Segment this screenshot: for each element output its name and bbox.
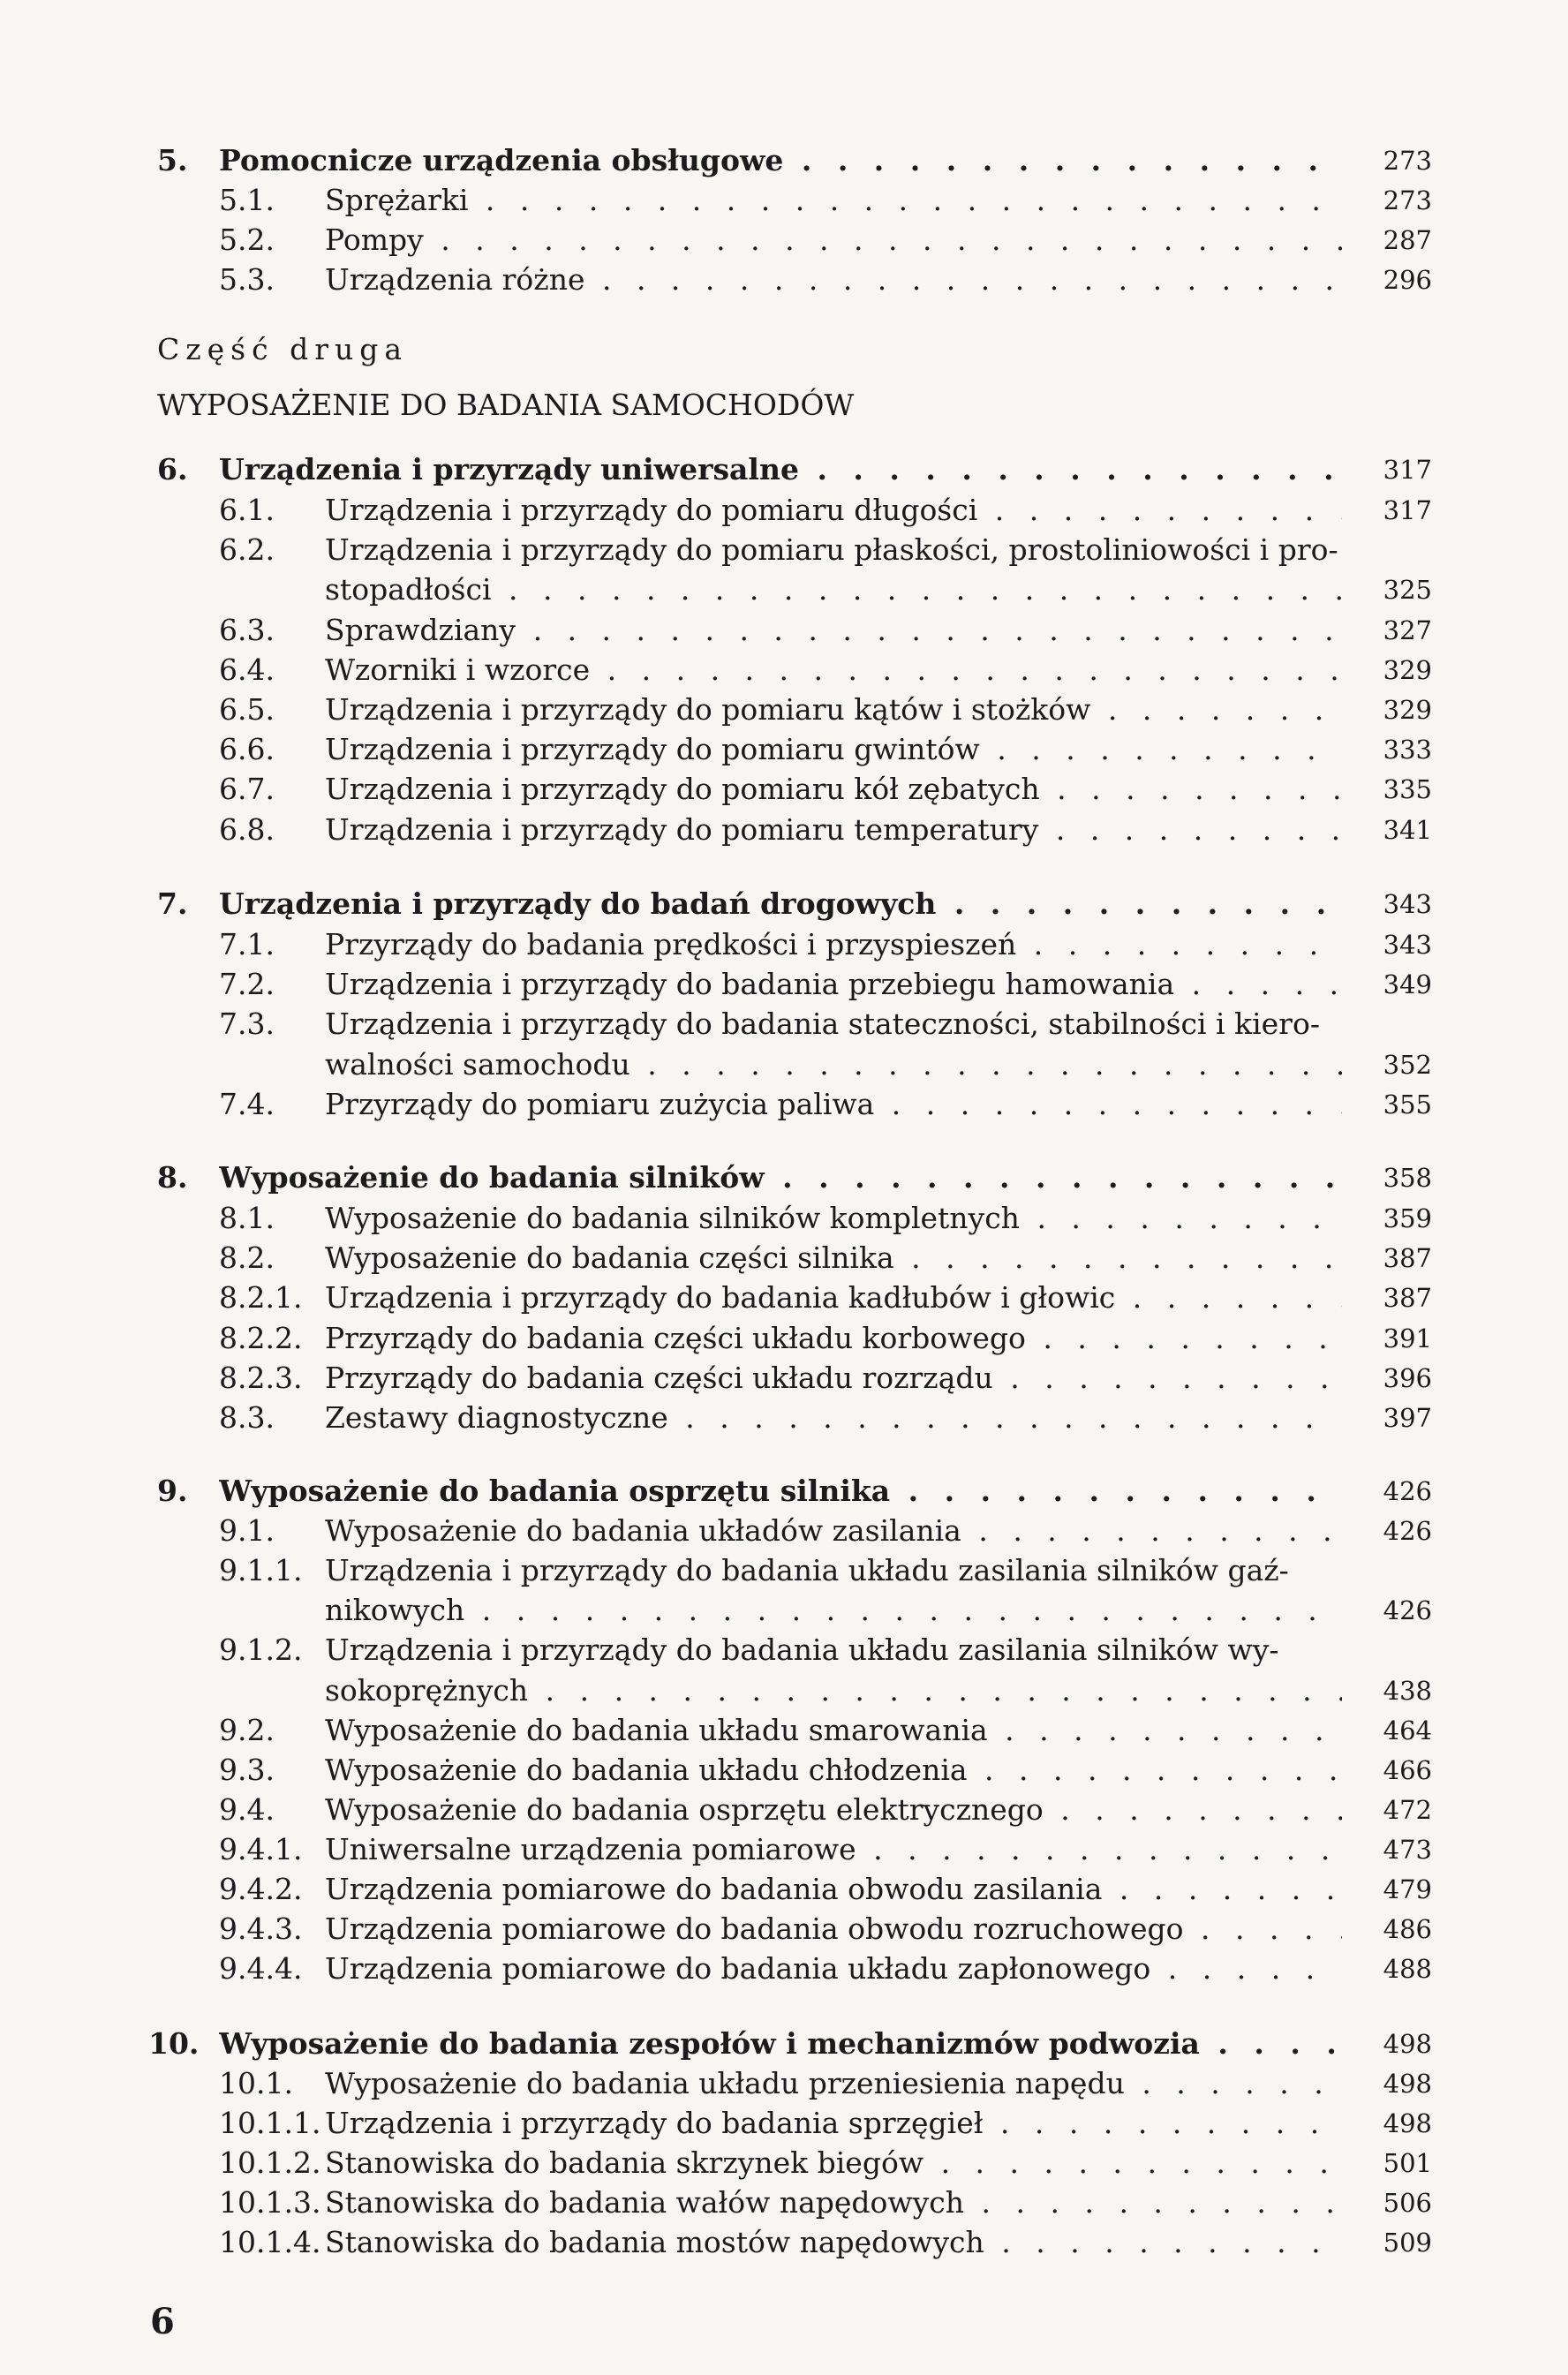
toc-entry-number: 6.4. xyxy=(219,652,275,687)
toc-entry xyxy=(157,1631,1439,1670)
toc-entry-page: 341 xyxy=(1383,815,1432,845)
toc-entry-title: Urządzenia i przyrządy do badania kadłubów i głowic . . . xyxy=(325,1278,1342,1317)
toc-entry-page: 426 xyxy=(1383,1595,1432,1625)
toc-entry-number: 7.4. xyxy=(219,1087,275,1121)
toc-entry-title: Urządzenia pomiarowe do badania układu zapłonowego . . . xyxy=(325,1949,1342,1988)
toc-entry-title: Stanowiska do badania skrzynek biegów . . . xyxy=(325,2144,1342,2183)
toc-entry xyxy=(157,811,1439,849)
toc-entry-number: 7. xyxy=(157,886,188,921)
toc-entry-number: 10.1.2. xyxy=(219,2145,321,2180)
toc-entry-page: 327 xyxy=(1383,615,1432,645)
toc-entry xyxy=(157,1711,1439,1750)
toc-entry xyxy=(157,1751,1439,1790)
toc-entry-number: 9.1.2. xyxy=(219,1632,303,1667)
toc-entry-title: Urządzenia i przyrządy do pomiaru płaskości, prostoliniowości i pro- xyxy=(325,532,1338,567)
toc-entry-title: sokoprężnych . . . xyxy=(325,1671,1342,1710)
toc-entry-title: Pomocnicze urządzenia obsługowe . . . xyxy=(219,141,1342,180)
part-title: WYPOSAŻENIE DO BADANIA SAMOCHODÓW xyxy=(157,388,855,422)
toc-entry-number: 6.3. xyxy=(219,613,275,647)
toc-entry-number: 9.2. xyxy=(219,1713,275,1747)
toc-entry-number: 8.2.3. xyxy=(219,1361,303,1395)
toc-entry-title: Wyposażenie do badania układu smarowania . . . xyxy=(325,1711,1342,1750)
toc-entry-number: 10.1. xyxy=(219,2066,293,2100)
toc-entry-title: Wyposażenie do badania części silnika . . . xyxy=(325,1239,1342,1278)
toc-entry xyxy=(157,531,1439,569)
toc-entry-title: Przyrządy do badania części układu rozrządu . . . xyxy=(325,1359,1342,1398)
toc-entry-page: 359 xyxy=(1383,1203,1432,1233)
toc-entry xyxy=(157,1239,1439,1278)
toc-entry-number: 7.1. xyxy=(219,927,275,961)
toc-entry-page: 349 xyxy=(1383,969,1432,999)
toc-entry-page: 501 xyxy=(1383,2148,1432,2178)
toc-entry-number: 9.4. xyxy=(219,1792,275,1827)
toc-entry-number: 6.6. xyxy=(219,732,275,766)
toc-entry-title: Urządzenia i przyrządy do badania układu zasilania silników gaź- xyxy=(325,1553,1289,1587)
toc-entry-title: Urządzenia i przyrządy do badań drogowych . . . xyxy=(219,885,1342,924)
toc-entry-title: Przyrządy do pomiaru zużycia paliwa . . . xyxy=(325,1085,1342,1124)
toc-entry xyxy=(157,1830,1439,1869)
toc-entry-number: 5.1. xyxy=(219,183,275,217)
page-number: 6 xyxy=(150,2301,175,2342)
toc-entry-title: Urządzenia różne . . . xyxy=(325,260,1342,299)
toc-entry xyxy=(157,1005,1439,1044)
toc-entry-number: 8.1. xyxy=(219,1201,275,1235)
toc-entry xyxy=(157,611,1439,650)
toc-entry xyxy=(157,1910,1439,1949)
toc-entry-number: 8. xyxy=(157,1160,188,1195)
toc-entry-number: 7.2. xyxy=(219,967,275,1001)
toc-entry-page: 391 xyxy=(1383,1323,1432,1353)
part-label: Część druga xyxy=(157,332,409,366)
toc-entry-number: 6.2. xyxy=(219,532,275,567)
toc-entry-page: 396 xyxy=(1383,1363,1432,1393)
toc-entry-page: 498 xyxy=(1383,2108,1432,2138)
toc-entry-title: Urządzenia pomiarowe do badania obwodu zasilania . . . xyxy=(325,1870,1342,1909)
toc-entry-number: 9.1. xyxy=(219,1513,275,1548)
toc-entry-number: 6. xyxy=(157,452,188,486)
toc-entry-title: Urządzenia i przyrządy do pomiaru temperatury . . . xyxy=(325,811,1342,849)
toc-entry xyxy=(157,1319,1439,1358)
toc-entry-page: 438 xyxy=(1383,1676,1432,1706)
toc-entry-title: Urządzenia i przyrządy do pomiaru długości . . . xyxy=(325,491,1342,530)
toc-entry-title: Wyposażenie do badania układu chłodzenia . . . xyxy=(325,1751,1342,1790)
toc-entry-page: 498 xyxy=(1383,2029,1432,2059)
toc-entry-title: Wyposażenie do badania silników . . . xyxy=(219,1158,1342,1197)
toc-entry-title: Wyposażenie do badania układu przeniesienia napędu . . . xyxy=(325,2064,1342,2103)
toc-entry xyxy=(157,885,1439,924)
toc-entry-number: 8.3. xyxy=(219,1400,275,1435)
toc-entry-title: Urządzenia i przyrządy do badania przebiegu hamowania . . . xyxy=(325,965,1342,1004)
toc-entry xyxy=(157,2064,1439,2103)
toc-entry xyxy=(157,141,1439,180)
toc-entry-page: 488 xyxy=(1383,1954,1432,1984)
toc-entry-title: Urządzenia i przyrządy do pomiaru gwintów . . . xyxy=(325,730,1342,769)
toc-entry-page: 352 xyxy=(1383,1050,1432,1080)
toc-entry-title: Stanowiska do badania wałów napędowych . . . xyxy=(325,2183,1342,2222)
toc-entry-number: 6.1. xyxy=(219,493,275,527)
toc-entry xyxy=(157,1551,1439,1590)
toc-entry-title: Wyposażenie do badania zespołów i mechanizmów podwozia . . . xyxy=(219,2024,1342,2063)
toc-entry-title: nikowych . . . xyxy=(325,1591,1342,1630)
toc-entry xyxy=(157,450,1439,489)
toc-entry-title: Urządzenia i przyrządy do badania sprzęgieł . . . xyxy=(325,2104,1342,2143)
toc-entry xyxy=(157,570,1439,609)
toc-entry xyxy=(157,1278,1439,1317)
toc-entry xyxy=(157,1870,1439,1909)
toc-entry-page: 498 xyxy=(1383,2069,1432,2099)
toc-entry-number: 9.1.1. xyxy=(219,1553,303,1587)
toc-entry-page: 479 xyxy=(1383,1874,1432,1904)
toc-entry-title: Sprawdziany . . . xyxy=(325,611,1342,650)
toc-entry xyxy=(157,965,1439,1004)
toc-entry-number: 9.4.3. xyxy=(219,1911,303,1946)
toc-entry xyxy=(157,2223,1439,2262)
toc-entry-title: Wyposażenie do badania osprzętu elektrycznego . . . xyxy=(325,1791,1342,1829)
toc-entry-number: 5.2. xyxy=(219,222,275,257)
toc-entry-title: Stanowiska do badania mostów napędowych . . . xyxy=(325,2223,1342,2262)
toc-entry-title: Sprężarki . . . xyxy=(325,181,1342,220)
toc-entry-page: 472 xyxy=(1383,1795,1432,1825)
toc-entry-title: Urządzenia i przyrządy do badania układu zasilania silników wy- xyxy=(325,1632,1279,1667)
toc-entry-page: 335 xyxy=(1383,774,1432,804)
toc-entry-page: 426 xyxy=(1383,1516,1432,1546)
toc-entry-number: 8.2.1. xyxy=(219,1280,303,1315)
toc-entry-page: 273 xyxy=(1383,146,1432,176)
toc-entry-number: 6.7. xyxy=(219,772,275,806)
toc-entry-title: Urządzenia i przyrządy do pomiaru kół zębatych . . . xyxy=(325,770,1342,809)
toc-entry-page: 273 xyxy=(1383,185,1432,215)
toc-entry-page: 464 xyxy=(1383,1715,1432,1745)
toc-entry xyxy=(157,1158,1439,1197)
toc-entry-number: 10.1.3. xyxy=(219,2185,321,2220)
toc-entry-page: 486 xyxy=(1383,1914,1432,1944)
toc-entry xyxy=(157,770,1439,809)
toc-entry-number: 9.4.1. xyxy=(219,1832,303,1866)
toc-entry-page: 329 xyxy=(1383,655,1432,685)
toc-entry xyxy=(157,260,1439,299)
toc-entry-page: 343 xyxy=(1383,889,1432,919)
toc-entry xyxy=(157,1791,1439,1829)
toc-entry-title: Przyrządy do badania części układu korbowego . . . xyxy=(325,1319,1342,1358)
toc-entry-number: 10. xyxy=(148,2026,200,2061)
toc-entry-number: 9.3. xyxy=(219,1753,275,1787)
toc-entry xyxy=(157,1045,1439,1084)
toc-entry-number: 5. xyxy=(157,143,188,177)
toc-entry xyxy=(157,2183,1439,2222)
toc-entry-title: Uniwersalne urządzenia pomiarowe . . . xyxy=(325,1830,1342,1869)
toc-entry-page: 317 xyxy=(1383,455,1432,485)
toc-entry xyxy=(157,1949,1439,1988)
toc-entry-title: Wyposażenie do badania osprzętu silnika . . . xyxy=(219,1472,1342,1511)
toc-entry-title: Urządzenia i przyrządy do badania stateczności, stabilności i kiero- xyxy=(325,1007,1320,1041)
toc-entry-number: 6.5. xyxy=(219,692,275,727)
toc-entry-title: Pompy . . . xyxy=(325,221,1342,260)
toc-entry xyxy=(157,2104,1439,2143)
toc-entry xyxy=(157,1085,1439,1124)
toc-entry-page: 333 xyxy=(1383,735,1432,765)
toc-entry-page: 343 xyxy=(1383,930,1432,960)
toc-entry xyxy=(157,925,1439,964)
toc-entry-title: Wyposażenie do badania silników kompletnych . . . xyxy=(325,1199,1342,1238)
toc-entry-number: 9. xyxy=(157,1474,188,1508)
toc-entry-page: 509 xyxy=(1383,2228,1432,2258)
toc-entry-page: 387 xyxy=(1383,1243,1432,1273)
toc-entry-page: 355 xyxy=(1383,1089,1432,1120)
toc-entry-page: 296 xyxy=(1383,265,1432,295)
toc-entry xyxy=(157,1671,1439,1710)
toc-entry-title: stopadłości . . . xyxy=(325,570,1342,609)
toc-entry xyxy=(157,1512,1439,1550)
toc-entry-number: 7.3. xyxy=(219,1007,275,1041)
toc-entry xyxy=(157,2144,1439,2183)
toc-entry xyxy=(157,1199,1439,1238)
toc-entry-page: 329 xyxy=(1383,695,1432,725)
toc-entry xyxy=(157,1472,1439,1511)
toc-entry-title: Urządzenia i przyrządy uniwersalne . . . xyxy=(219,450,1342,489)
toc-entry xyxy=(157,690,1439,729)
toc-entry-number: 9.4.4. xyxy=(219,1951,303,1986)
toc-entry-title: Wyposażenie do badania układów zasilania . . . xyxy=(325,1512,1342,1550)
toc-entry-number: 8.2. xyxy=(219,1240,275,1275)
toc-entry-page: 466 xyxy=(1383,1755,1432,1785)
toc-entry-page: 317 xyxy=(1383,495,1432,525)
toc-entry-title: walności samochodu . . . xyxy=(325,1045,1342,1084)
toc-entry-page: 358 xyxy=(1383,1163,1432,1193)
toc-entry-title: Urządzenia i przyrządy do pomiaru kątów i stożków . . . xyxy=(325,690,1342,729)
toc-entry-number: 6.8. xyxy=(219,812,275,847)
toc-entry-title: Wzorniki i wzorce . . . xyxy=(325,651,1342,690)
toc-entry xyxy=(157,221,1439,260)
toc-entry-page: 287 xyxy=(1383,225,1432,255)
toc-entry xyxy=(148,2024,1439,2063)
toc-entry xyxy=(157,1359,1439,1398)
toc-entry xyxy=(157,491,1439,530)
toc-entry-title: Urządzenia pomiarowe do badania obwodu rozruchowego . . . xyxy=(325,1910,1342,1949)
toc-entry-page: 426 xyxy=(1383,1476,1432,1506)
toc-entry xyxy=(157,1591,1439,1630)
toc-entry-title: Przyrządy do badania prędkości i przyspieszeń . . . xyxy=(325,925,1342,964)
toc-entry-number: 10.1.4. xyxy=(219,2225,321,2259)
toc-entry-page: 325 xyxy=(1383,575,1432,605)
toc-entry xyxy=(157,181,1439,220)
toc-entry xyxy=(157,651,1439,690)
toc-entry-number: 5.3. xyxy=(219,262,275,297)
toc-entry-number: 8.2.2. xyxy=(219,1321,303,1355)
toc-entry-page: 387 xyxy=(1383,1283,1432,1313)
toc-entry xyxy=(157,730,1439,769)
toc-entry-number: 10.1.1. xyxy=(219,2106,321,2140)
toc-entry xyxy=(157,1399,1439,1437)
toc-entry-page: 397 xyxy=(1383,1403,1432,1433)
toc-entry-number: 9.4.2. xyxy=(219,1872,303,1906)
toc-entry-page: 473 xyxy=(1383,1835,1432,1865)
toc-entry-title: Zestawy diagnostyczne . . . xyxy=(325,1399,1342,1437)
toc-entry-page: 506 xyxy=(1383,2188,1432,2218)
